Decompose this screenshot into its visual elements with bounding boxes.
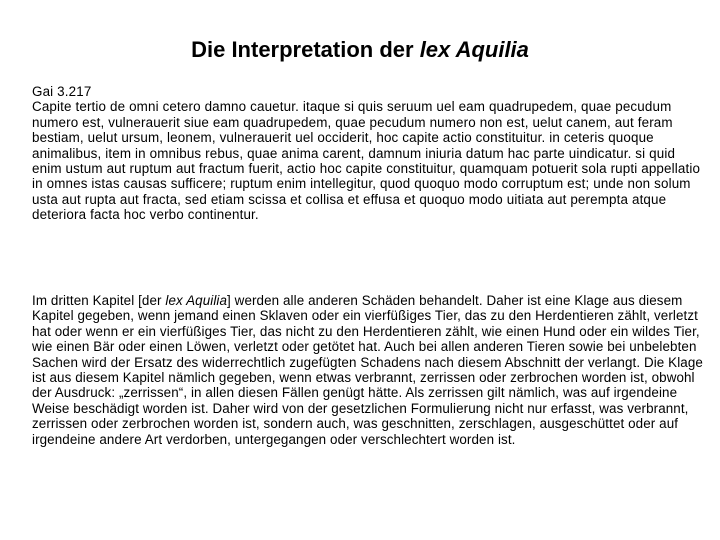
title-emphasis: lex Aquilia (419, 37, 529, 62)
slide-title (0, 36, 720, 64)
latin-source-reference: Gai 3.217 (32, 84, 92, 99)
latin-quote-block (32, 84, 702, 223)
german-intro: Im dritten Kapitel [der (32, 293, 166, 308)
title-prefix: Die Interpretation der (191, 37, 420, 62)
german-emphasis: lex Aquilia (165, 293, 228, 308)
german-body: ] werden alle anderen Schäden behandelt. Daher ist eine Klage aus diesem Kapitel gegeben, wenn jemand einen Sklaven oder ein vierfüßiges Tier, das zu den Herdentieren zählt, verletzt hat oder wenn er ein vierfüßiges Tier, das nicht zu den Herdentieren zählt, wie einen Hund oder ein wildes Tier, wie einen Bär oder einen Löwen, verletzt oder getötet hat. Auch bei allen anderen Tieren sowie bei unbelebten Sachen wird der Ersatz des widerrechtlich zugefügten Schadens nach diesem Abschnitt der verlangt. Die Klage ist aus diesem Kapitel nämlich gegeben, wenn etwas verbrannt, zerrissen oder zerbrochen worden ist, obwohl der Ausdruck: „zerrissen“, in allen diesen Fällen genügt hätte. Als zerrissen gilt nämlich, was auf irgendeine Weise beschädigt worden ist. Daher wird von der gesetzlichen Formulierung nicht nur erfasst, was verbrannt, zerrissen oder zerbrochen worden ist, sondern auch, was geschnitten, zerschlagen, ausgeschüttet oder auf irgendeine andere Art verdorben, untergegangen oder verschlechtert worden ist. (32, 293, 703, 447)
german-translation-text (32, 293, 708, 447)
latin-quote-text: Capite tertio de omni cetero damno cauetur. itaque si quis seruum uel eam quadrupedem, quae pecudum numero est, vulnerauerit siue eam quadrupedem, quae pecudum numero non est, uelut canem, aut feram bestiam, uelut ursum, leonem, vulnerauerit uel occiderit, hoc capite actio constituitur. in ceteris quoque animalibus, item in omnibus rebus, quae anima carent, damnum iniuria datum hac parte uindicatur. si quid enim ustum aut ruptum aut fractum fuerit, actio hoc capite constituitur, quamquam potuerit sola rupti appellatio in omnes istas causas sufficere; ruptum enim intellegitur, quod quoquo modo corruptum est; unde non solum usta aut rupta aut fracta, sed etiam scissa et collisa et effusa et quoquo modo uitiata aut perempta atque deteriora facta hoc verbo continentur. (32, 99, 701, 223)
german-translation-block (32, 293, 708, 447)
